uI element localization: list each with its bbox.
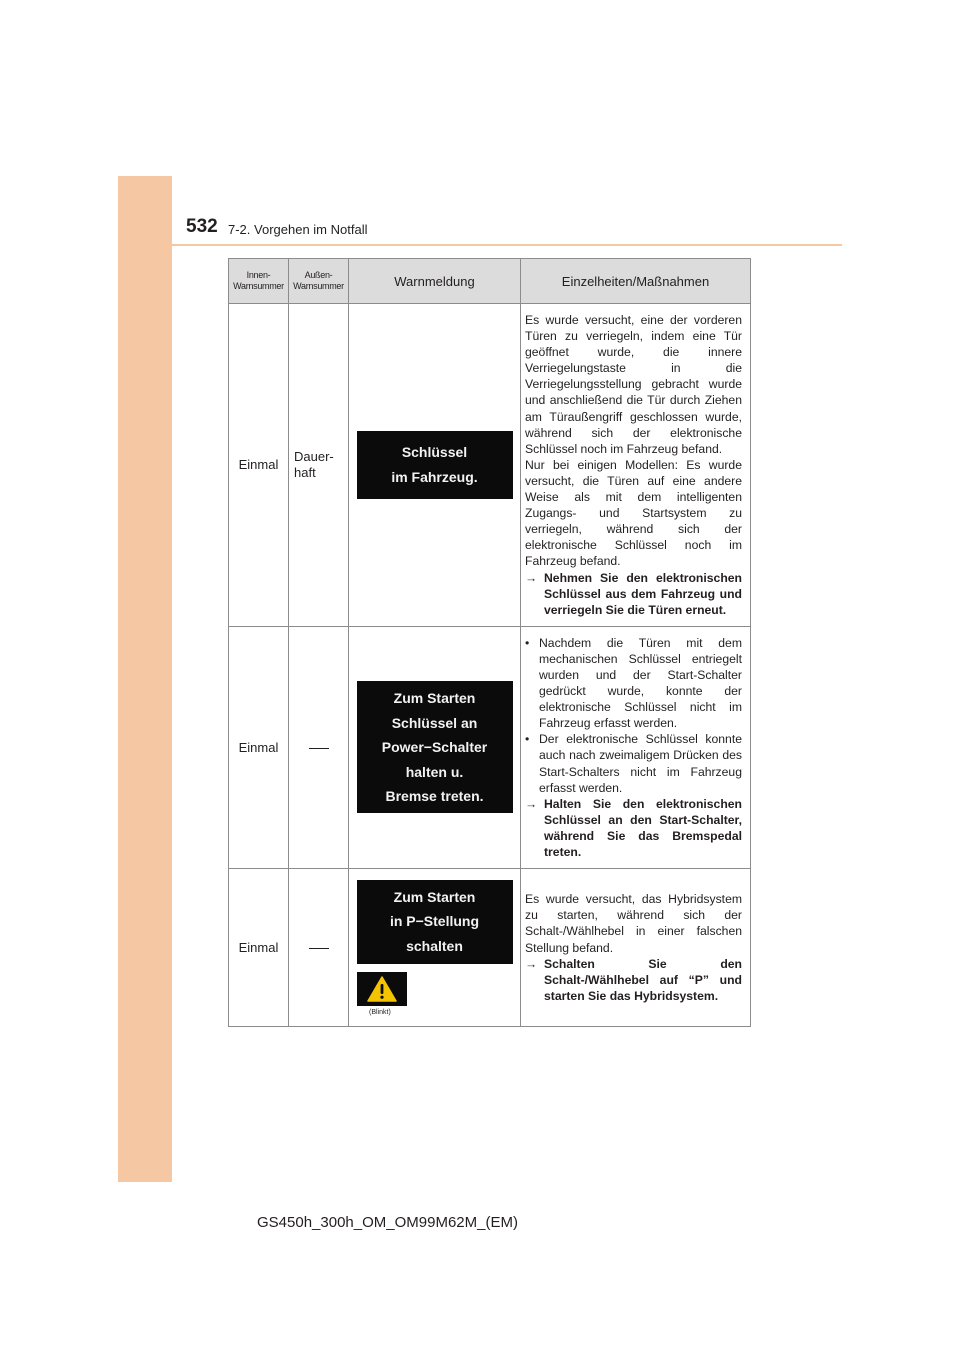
header-rule — [172, 244, 842, 246]
action-text: Nehmen Sie den elektronischen Schlüssel aus dem Fahrzeug und verriegeln Sie die Türen erneut. — [544, 570, 742, 617]
message-line: halten u. — [405, 763, 464, 780]
outer-buzzer-cell — [289, 869, 349, 1027]
display-message — [357, 880, 513, 964]
display-message — [357, 681, 513, 813]
warning-message-cell — [349, 869, 521, 1027]
message-line: Bremse treten. — [385, 788, 484, 805]
document-code: GS450h_300h_OM_OM99M62M_(EM) — [257, 1214, 518, 1231]
details-cell — [521, 626, 751, 868]
message-line: Zum Starten — [393, 690, 476, 707]
warning-table — [228, 258, 751, 1027]
warning-message-cell — [349, 626, 521, 868]
bullet-item — [525, 731, 742, 795]
message-line: im Fahrzeug. — [391, 468, 478, 485]
details-cell — [521, 869, 751, 1027]
inner-buzzer-cell: Einmal — [229, 869, 289, 1027]
details-paragraph: Nur bei einigen Modellen: Es wurde versucht, die Türen auf eine andere Weise als mit dem intelligenten Zugangs- und Startsystem zu verriegeln, während sich der elektronische Schlüssel noch im Fahrzeug befand. — [525, 457, 742, 569]
blink-note: (Blinkt) — [369, 1008, 391, 1016]
details-paragraph: Es wurde versucht, das Hybridsystem zu starten, während sich der Schalt-/Wählhebel in einer falschen Stellung befand. — [525, 892, 742, 955]
header-outer-buzzer-label: Außen- Warnsummer — [293, 270, 344, 291]
arrow-icon: → — [525, 956, 538, 971]
header-message: Warnmeldung — [349, 259, 521, 304]
action-item — [525, 956, 742, 1004]
header-inner-buzzer-label: Innen- Warnsummer — [233, 270, 284, 291]
details-paragraph: Es wurde versucht, eine der vorderen Türen zu verriegeln, indem eine Tür geöffnet wurde, die innere Verriegelungstaste in die Verriegelungsstellung gebracht wurde und anschließend die Tür durch Ziehen am Türaußengriff geschlossen wurde, während sich der elektronische Schlüssel noch im Fahrzeug befand. — [525, 313, 742, 456]
outer-buzzer-cell — [289, 304, 349, 627]
table-header-row — [229, 259, 751, 304]
message-line: Schlüssel — [401, 444, 468, 461]
chapter-side-band — [118, 176, 172, 1182]
section-title: 7-2. Vorgehen im Notfall — [228, 222, 368, 237]
dash-icon — [309, 748, 329, 749]
outer-buzzer-value: Dauer- haft — [294, 448, 334, 480]
bullet-icon: • — [525, 635, 530, 650]
header-details: Einzelheiten/Maßnahmen — [521, 259, 751, 304]
action-item — [525, 796, 742, 860]
message-line: Schlüssel an — [391, 714, 478, 731]
inner-buzzer-cell: Einmal — [229, 304, 289, 627]
bullet-icon: • — [525, 732, 530, 747]
message-line: Power−Schalter — [381, 739, 488, 756]
bullet-text: Nachdem die Türen mit dem mechanischen Schlüssel entriegelt wurden und der Start-Schalter gedrückt wurde, konnte der elektronische Schlüssel nicht im Fahrzeug erfasst werden. — [539, 635, 742, 731]
details-cell — [521, 304, 751, 627]
arrow-icon: → — [525, 570, 538, 585]
display-message — [357, 431, 513, 499]
message-line: in P−Stellung — [389, 913, 480, 930]
table-row — [229, 626, 751, 868]
warning-message-cell — [349, 304, 521, 627]
action-item — [525, 570, 742, 618]
page-number: 532 — [186, 216, 218, 237]
header-inner-buzzer — [229, 259, 289, 304]
dash-icon — [309, 948, 329, 949]
action-text: Halten Sie den elektronischen Schlüssel an den Start-Schalter, während Sie das Bremspedal treten. — [544, 796, 742, 859]
message-line: schalten — [406, 937, 463, 954]
warning-triangle-icon — [367, 976, 397, 1002]
bullet-text: Der elektronische Schlüssel konnte auch nach zweimaligem Drücken des Start-Schalters nicht im Fahrzeug erfasst werden. — [539, 732, 742, 795]
header-outer-buzzer — [289, 259, 349, 304]
master-warning-indicator — [357, 972, 407, 1006]
inner-buzzer-cell: Einmal — [229, 626, 289, 868]
action-text: Schalten Sie den Schalt-/Wählhebel auf “P” und starten Sie das Hybridsystem. — [544, 956, 742, 1003]
bullet-item — [525, 635, 742, 732]
arrow-icon: → — [525, 796, 538, 811]
table-row — [229, 869, 751, 1027]
message-line: Zum Starten — [393, 888, 476, 905]
table-row — [229, 304, 751, 627]
outer-buzzer-cell — [289, 626, 349, 868]
